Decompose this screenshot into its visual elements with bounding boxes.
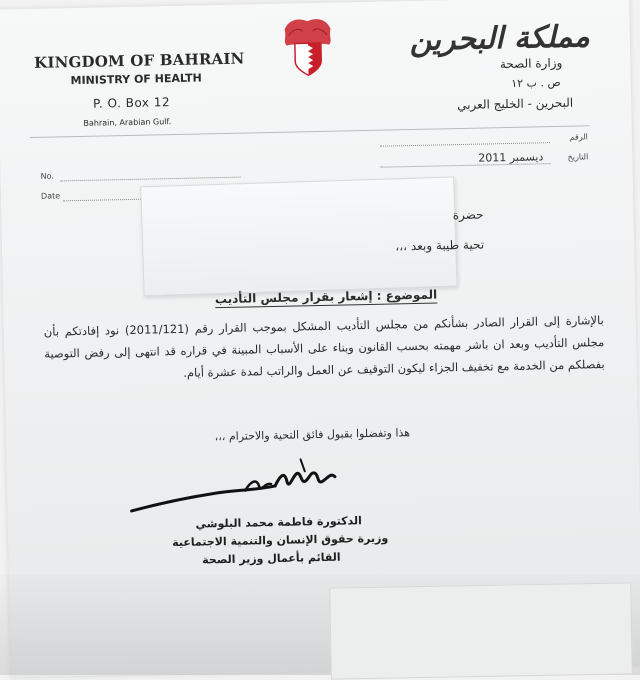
letter-paragraph: بالإشارة إلى القرار الصادر بشأنكم من مجلس التأديب المشكل بموجب القرار رقم (2011/121) نود إفادتكم بأن مجلس التأديب وبعد ان باشر مهمته بحسب القانون وبناء على الأسباب المبينة في قراره قد انتهى إلى رفض التوصية بفصلكم من الخدمة مع تخفيف الجزاء ليكون التوقيف عن العمل والراتب لمدة عشرة أيام.: [43, 313, 605, 380]
letterhead-en-ministry: MINISTRY OF HEALTH: [70, 71, 202, 88]
redaction-note: [140, 177, 457, 297]
subject-line: الموضوع : إشعار بقرار مجلس التأديب: [214, 287, 438, 307]
greeting: تحية طيبة وبعد ،،،: [395, 237, 485, 254]
letterhead-en-title: KINGDOM OF BAHRAIN: [34, 49, 245, 72]
signatory-acting-title: القائم بأعمال وزير الصحة: [202, 550, 341, 567]
letterhead-ar-ministry: وزارة الصحة: [499, 55, 563, 72]
letterhead-en-address: Bahrain, Arabian Gulf.: [83, 117, 172, 128]
ar-date-line: [380, 163, 550, 168]
signatory-name: الدكتورة فاطمة محمد البلوشي: [195, 514, 362, 531]
addressee: حضرة: [452, 207, 484, 223]
letterhead-en-pobox: P. O. Box 12: [92, 95, 171, 111]
letterhead-ar-pobox: ص . ب ١٢: [511, 75, 561, 90]
letterhead-ar-region: البحرين - الخليج العربي: [456, 95, 574, 113]
no-line: [61, 177, 241, 182]
closing-line: هذا وتفضلوا بقبول فائق التحية والاحترام ،،،: [214, 426, 411, 444]
date-value: ديسمبر 2011: [478, 150, 544, 165]
ar-ref-line: [380, 142, 550, 147]
letterhead-ar-title: مملكة البحرين: [409, 19, 591, 59]
ar-date-label: التاريخ: [567, 152, 589, 162]
date-label: Date: [40, 191, 61, 201]
signatory-role: وزيرة حقوق الإنسان والتنمية الاجتماعية: [171, 531, 389, 550]
ar-ref-label: الرقم: [569, 132, 588, 142]
underlying-paper: [329, 582, 633, 679]
no-label: No.: [40, 171, 54, 181]
bahrain-emblem-icon: [278, 15, 337, 78]
